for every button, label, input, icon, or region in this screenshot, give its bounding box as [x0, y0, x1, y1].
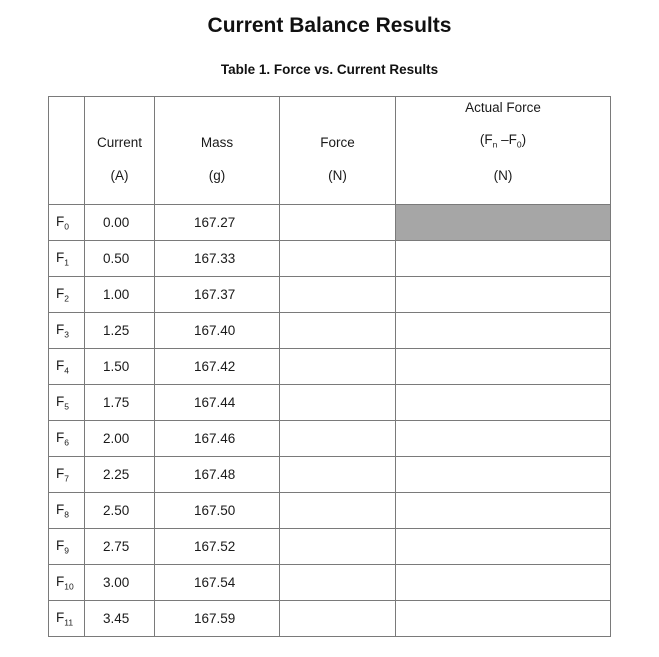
current-cell: 1.25 [85, 313, 155, 349]
row-label-subscript: 1 [64, 257, 69, 268]
mass-cell: 167.48 [155, 457, 280, 493]
table-caption: Table 1. Force vs. Current Results [220, 62, 439, 77]
current-cell: 3.00 [85, 565, 155, 601]
force-cell[interactable] [280, 385, 396, 421]
table-row [49, 241, 611, 277]
current-cell: 1.50 [85, 349, 155, 385]
current-cell: 2.50 [85, 493, 155, 529]
row-label-letter: F [56, 357, 65, 373]
row-label [49, 205, 85, 241]
row-label [49, 241, 85, 277]
actual-force-cell-shaded [396, 205, 611, 241]
row-label-subscript: 0 [64, 221, 69, 232]
table-row [49, 457, 611, 493]
table-row [49, 313, 611, 349]
row-label-letter: F [56, 537, 65, 553]
force-cell[interactable] [280, 241, 396, 277]
header-current [85, 97, 155, 205]
current-cell: 2.00 [85, 421, 155, 457]
formula-sub-n: n [492, 139, 498, 150]
row-label [49, 565, 85, 601]
row-label-letter: F [56, 213, 65, 229]
table-row [49, 565, 611, 601]
row-label-letter: F [56, 429, 65, 445]
current-cell: 1.75 [85, 385, 155, 421]
row-label-subscript: 11 [64, 617, 74, 628]
table-body [49, 205, 611, 637]
row-label-subscript: 2 [64, 293, 69, 304]
row-label-letter: F [56, 285, 65, 301]
header-current-title: Current [96, 135, 142, 150]
header-label-cell [49, 97, 85, 205]
actual-force-cell[interactable] [396, 529, 611, 565]
mass-cell: 167.52 [155, 529, 280, 565]
current-cell: 2.25 [85, 457, 155, 493]
header-mass [155, 97, 280, 205]
row-label [49, 601, 85, 637]
actual-force-cell[interactable] [396, 241, 611, 277]
table-row [49, 493, 611, 529]
row-label [49, 529, 85, 565]
row-label-subscript: 7 [64, 473, 69, 484]
actual-force-cell[interactable] [396, 277, 611, 313]
mass-cell: 167.27 [155, 205, 280, 241]
mass-cell: 167.54 [155, 565, 280, 601]
table-row [49, 385, 611, 421]
header-mass-unit: (g) [208, 168, 226, 183]
actual-force-cell[interactable] [396, 385, 611, 421]
table-row [49, 205, 611, 241]
row-label [49, 385, 85, 421]
row-label-letter: F [56, 465, 65, 481]
row-label [49, 313, 85, 349]
force-cell[interactable] [280, 529, 396, 565]
mass-cell: 167.59 [155, 601, 280, 637]
row-label-subscript: 4 [64, 365, 69, 376]
actual-force-cell[interactable] [396, 421, 611, 457]
current-cell: 3.45 [85, 601, 155, 637]
formula-part-b: –F [497, 132, 517, 147]
force-cell[interactable] [280, 493, 396, 529]
current-cell: 0.00 [85, 205, 155, 241]
actual-force-cell[interactable] [396, 493, 611, 529]
row-label [49, 277, 85, 313]
force-cell[interactable] [280, 277, 396, 313]
row-label-subscript: 6 [64, 437, 69, 448]
header-actual-force-formula [480, 132, 526, 150]
row-label-letter: F [56, 501, 65, 517]
header-actual-force [396, 97, 611, 205]
row-label [49, 493, 85, 529]
formula-part-c: ) [521, 132, 527, 147]
actual-force-cell[interactable] [396, 313, 611, 349]
force-cell[interactable] [280, 421, 396, 457]
mass-cell: 167.50 [155, 493, 280, 529]
force-cell[interactable] [280, 349, 396, 385]
header-actual-force-title: Actual Force [465, 100, 541, 115]
mass-cell: 167.46 [155, 421, 280, 457]
header-force [280, 97, 396, 205]
row-label-subscript: 10 [64, 581, 74, 592]
formula-sub-0: 0 [516, 139, 522, 150]
force-cell[interactable] [280, 313, 396, 349]
row-label-subscript: 9 [64, 545, 69, 556]
table-row [49, 601, 611, 637]
table-row [49, 277, 611, 313]
mass-cell: 167.40 [155, 313, 280, 349]
row-label-letter: F [56, 321, 65, 337]
force-cell[interactable] [280, 565, 396, 601]
table-row [49, 349, 611, 385]
current-cell: 1.00 [85, 277, 155, 313]
header-mass-title: Mass [200, 135, 234, 150]
current-cell: 0.50 [85, 241, 155, 277]
header-actual-force-unit: (N) [493, 167, 513, 183]
force-cell[interactable] [280, 601, 396, 637]
row-label-letter: F [56, 573, 65, 589]
page-title: Current Balance Results [207, 14, 452, 37]
row-label-subscript: 8 [64, 509, 69, 520]
header-force-title: Force [320, 135, 355, 150]
results-table [48, 96, 611, 637]
row-label-subscript: 5 [64, 401, 69, 412]
actual-force-cell[interactable] [396, 601, 611, 637]
row-label [49, 349, 85, 385]
row-label [49, 457, 85, 493]
table-row [49, 421, 611, 457]
row-label [49, 421, 85, 457]
force-cell[interactable] [280, 457, 396, 493]
formula-part-a: (F [479, 132, 493, 147]
row-label-letter: F [56, 393, 65, 409]
row-label-letter: F [56, 609, 65, 625]
table-row [49, 529, 611, 565]
mass-cell: 167.44 [155, 385, 280, 421]
mass-cell: 167.37 [155, 277, 280, 313]
actual-force-cell[interactable] [396, 457, 611, 493]
actual-force-cell[interactable] [396, 565, 611, 601]
row-label-letter: F [56, 249, 65, 265]
current-cell: 2.75 [85, 529, 155, 565]
force-cell[interactable] [280, 205, 396, 241]
mass-cell: 167.42 [155, 349, 280, 385]
header-current-unit: (A) [110, 168, 129, 183]
header-force-unit: (N) [328, 168, 347, 183]
mass-cell: 167.33 [155, 241, 280, 277]
actual-force-cell[interactable] [396, 349, 611, 385]
header-row [49, 97, 611, 205]
row-label-subscript: 3 [64, 329, 69, 340]
